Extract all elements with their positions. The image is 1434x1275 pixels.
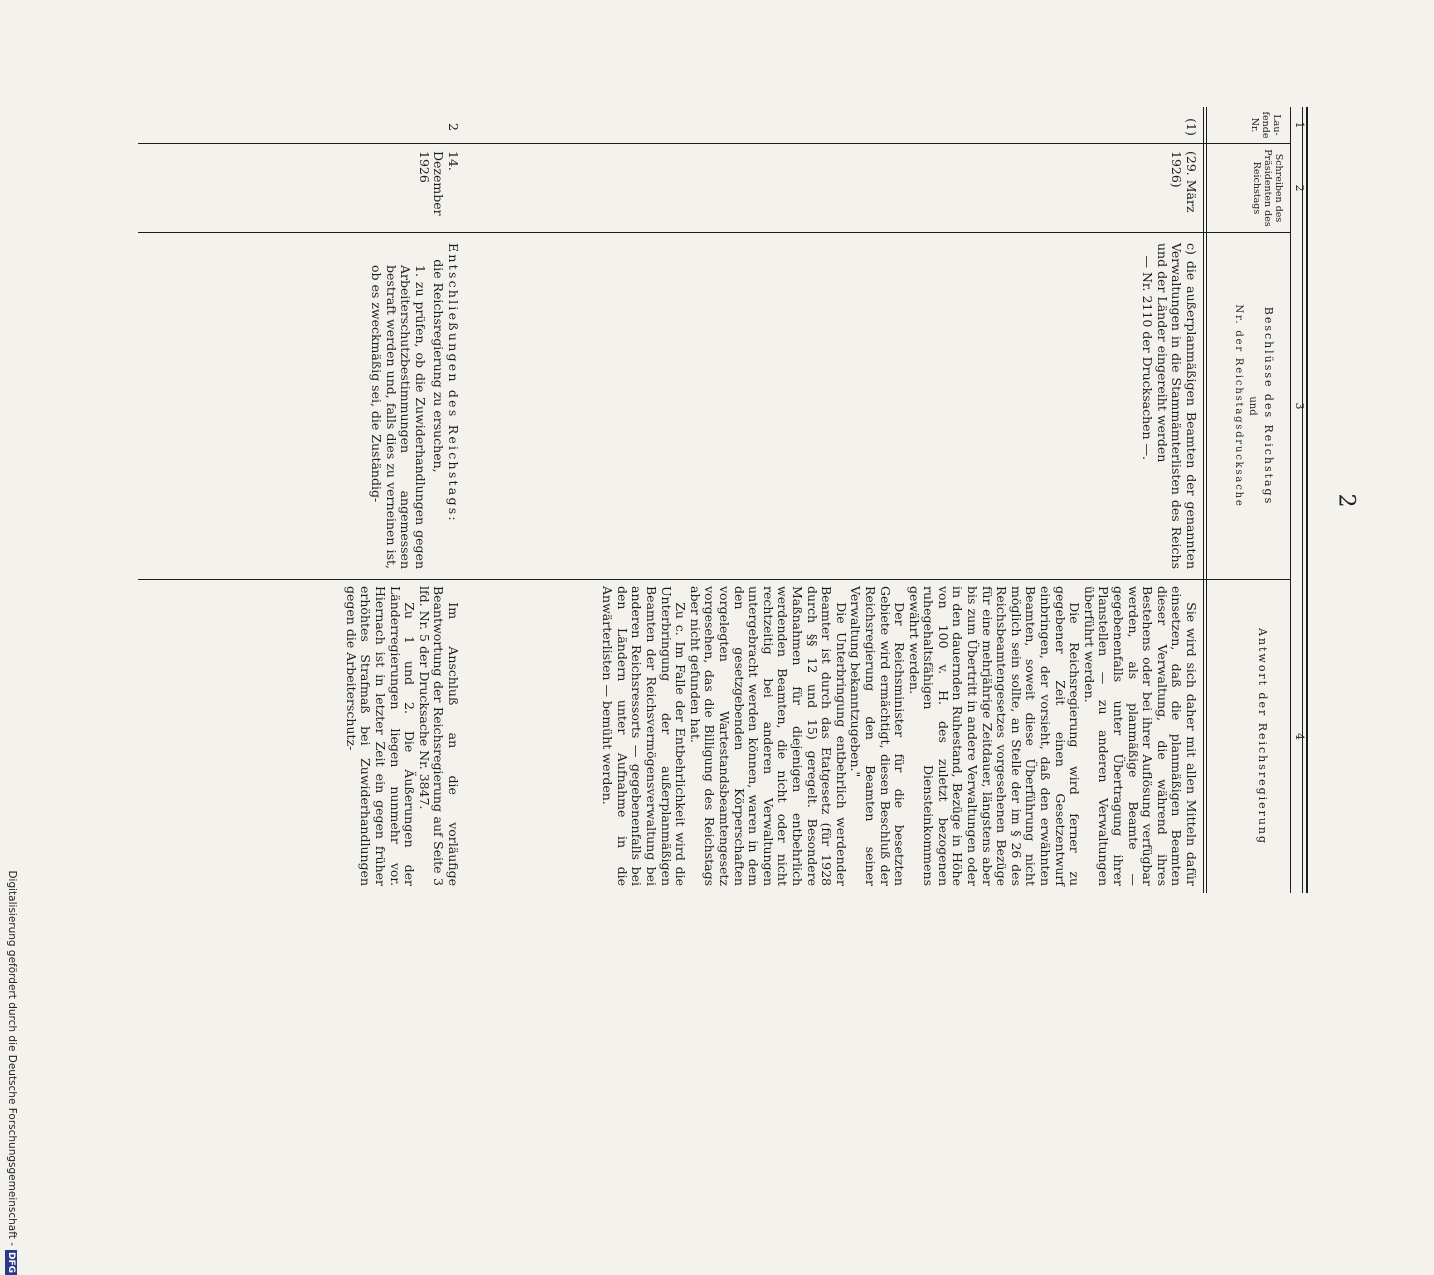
header-government-answer: Antwort der Reichsregierung xyxy=(1256,628,1269,845)
digitization-footer xyxy=(3,315,21,1275)
column-number-3: 3 xyxy=(1293,402,1306,410)
row1-answer-paragraph: Die Unterbringung entbehrlich werdender Beamter ist durch das Etatgesetz (für 1928 durch §§ 12 und 15) geregelt. Besondere Maßnahmen für diejenigen entbehrlich werdenden Beamten, die nicht oder nicht rechtzeitig bei anderen Verwaltungen untergebracht werden können, waren in dem den gesetzgebenden Körperschaften vorgelegten Wartestandsbeamtengesetz vorgesehen, das die Billigung des Reichstags aber nicht gefunden hat. xyxy=(687,586,849,886)
row2-resolution-title: Entschließungen des Reichstags: xyxy=(446,243,461,523)
row1-number: (1) xyxy=(1184,118,1199,136)
row1-date: (29. März 1926) xyxy=(1169,151,1199,213)
header-bottom-rule-second xyxy=(1203,107,1204,893)
row1-answer xyxy=(600,586,1198,886)
row2-date: 14. Dezember 1926 xyxy=(416,151,461,216)
col-rule-2 xyxy=(138,232,1291,233)
row2-resolution-item-1: 1. zu prüfen, ob die Zuwiderhandlungen gegen Arbeiterschutzbestimmungen angemessen bestraft werden und, falls dies zu verneinen ist, ob es zweckmäßig sei, die Zuständig- xyxy=(369,265,428,569)
footer-text: Digitalisierung gefördert durch die Deutsche Forschungsgemeinschaft - xyxy=(6,870,18,1246)
row2-answer-paragraph: Im Anschluß an die vorläufige Beantwortung der Reichsregierung auf Seite 3 lfd. Nr. 5 der Drucksache Nr. 3847. xyxy=(416,586,461,886)
header-printed-matter-number: Nr. der Reichstagsdrucksache xyxy=(1233,304,1244,508)
row2-answer-paragraph: Zu 1 und 2. Die Äußerungen der Länderregierungen liegen nunmehr vor. Hiernach ist in letzter Zeit ein gegen früher erhöhtes Strafmaß bei Zuwiderhandlungen gegen die Arbeiterschutz- xyxy=(343,586,418,886)
header-running-number: Lau- fende Nr. xyxy=(1249,111,1282,139)
row2-resolution-intro: die Reichsregierung zu ersuchen, xyxy=(431,259,447,473)
row1-answer-paragraph: Sie wird sich daher mit allen Mitteln dafür einsetzen, daß die planmäßigen Beamten dieser Verwaltung, die während ihres Bestehens oder bei ihrer Auflösung verfügbar werden, als planmäßige Beamte — gegebenenfalls unter Übertragung ihrer Planstellen — zu anderen Verwaltungen überführt werden. xyxy=(1081,586,1199,886)
row2-number: 2 xyxy=(446,123,461,131)
row1-answer-paragraph: Die Reichsregierung wird ferner zu gegebener Zeit einen Gesetzentwurf einbringen, der vorsieht, daß den erwähnten Beamten, soweit diese Überführung nicht möglich sein sollte, an Stelle der im § 26 des Reichsbeamtengesetzes vorgesehenen Bezüge für eine mehrjährige Zeitdauer, längstens aber bis zum Übertritt in andere Verwaltungen oder in den dauernden Ruhestand, Bezüge in Höhe von 100 v. H. des zuletzt bezogenen ruhegehaltsfähigen Diensteinkommens gewährt werden. xyxy=(906,586,1083,886)
row1-resolution-item-c: c) die außerplanmäßigen Beamten der genannten Verwaltungen in die Stammämterlisten des Reichs und der Länder eingereiht werden xyxy=(1154,243,1199,569)
row1-resolution xyxy=(1140,243,1198,569)
top-rule xyxy=(1306,107,1308,893)
row1-answer-paragraph: Der Reichsminister für die besetzten Gebiete wird ermächtigt, diesen Beschluß der Reichsregierung den Beamten seiner Verwaltung bekanntzugeben." xyxy=(848,586,908,886)
column-number-1: 1 xyxy=(1293,121,1306,129)
rotated-table-page xyxy=(138,105,1308,895)
col-rule-3 xyxy=(138,579,1291,580)
row1-answer-paragraph: Zu c. Im Falle der Entbehrlichkeit wird die Unterbringung der außerplanmäßigen Beamten der Reichsvermögensverwaltung bei anderen Reichsressorts — gegebenenfalls bei den Ländern unter Aufnahme in die Anwärterlisten — bemüht werden. xyxy=(600,586,689,886)
column-number-4: 4 xyxy=(1293,733,1306,740)
header-bottom-rule xyxy=(1206,107,1207,893)
row2-answer xyxy=(343,586,460,886)
header-president-letter: Schreiben des Präsidenten des Reichstags xyxy=(1251,149,1284,227)
row1-printed-matter-ref: — Nr. 2110 der Drucksachen —. xyxy=(1140,255,1156,461)
header-resolutions: Beschlüsse des Reichstags xyxy=(1262,306,1275,506)
col-rule-1 xyxy=(138,143,1291,144)
page-number: 2 xyxy=(1333,493,1359,508)
column-number-2: 2 xyxy=(1293,184,1306,192)
header-and: und xyxy=(1247,396,1258,416)
row2-resolution xyxy=(368,243,460,569)
dfg-logo: DFG xyxy=(6,1251,16,1273)
